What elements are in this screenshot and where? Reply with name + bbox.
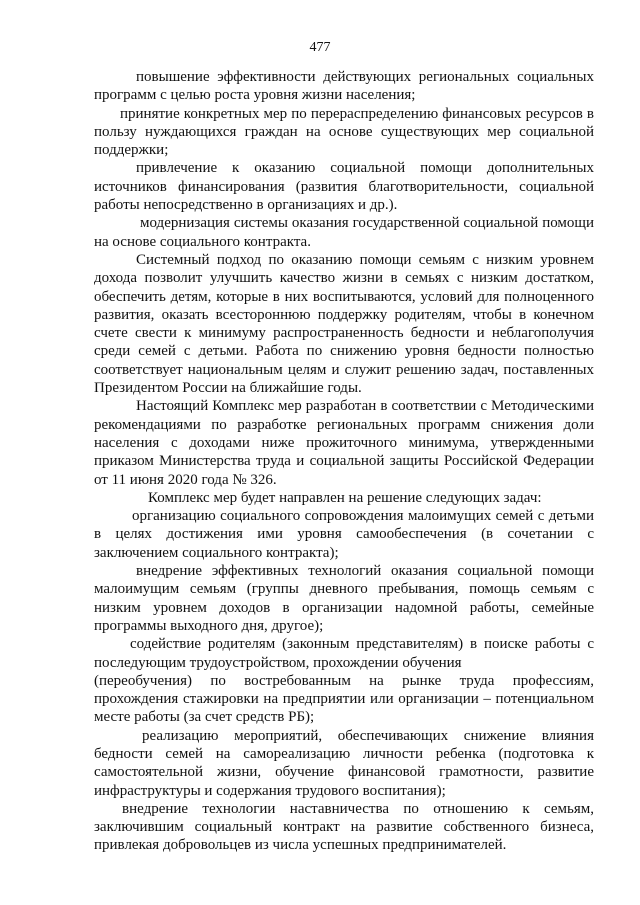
paragraph-social-support: организацию социального сопровождения малоимущих семей с детьми в целях достижения ими уровня самообеспечения (в сочетании с заключением социального контракта); xyxy=(94,508,594,561)
page-number: 477 xyxy=(309,40,331,55)
paragraph-additional-funding: привлечение к оказанию социальной помощи дополнительных источников финансирования (развития благотворительности, социальной работы непосредственно в организациях и др.). xyxy=(94,160,594,214)
paragraph-retraining: (переобучения) по востребованным на рынке труда профессиям, прохождения стажировки на предприятии или организации – потенциальном месте работы (за счет средств РБ); xyxy=(94,672,594,726)
document-body xyxy=(94,68,594,855)
paragraph-employment: содействие родителям (законным представителям) в поиске работы с последующим трудоустройством, прохождении обучения xyxy=(94,636,594,671)
paragraph-redistribution: принятие конкретных мер по перераспределению финансовых ресурсов в пользу нуждающихся граждан на основе существующих мер социальной поддержки; xyxy=(94,105,594,159)
paragraph-tasks-intro: Комплекс мер будет направлен на решение следующих задач: xyxy=(148,489,542,506)
paragraph-technologies: внедрение эффективных технологий оказания социальной помощи малоимущим семьям (группы дневного пребывания, помощь семьям с низким уровнем доходов в организации надомной работы, семейные программы выходного дня, другое); xyxy=(94,563,594,634)
paragraph-mentoring: внедрение технологии наставничества по отношению к семьям, заключившим социальный контракт на развитие собственного бизнеса, привлекая добровольцев из числа успешных предпринимателей. xyxy=(94,800,594,854)
paragraph-regional-programs: повышение эффективности действующих региональных социальных программ с целью роста уровня жизни населения; xyxy=(94,69,594,104)
paragraph-complex-basis: Настоящий Комплекс мер разработан в соответствии с Методическими рекомендациями по разработке региональных программ снижения доли населения с доходами ниже прожиточного минимума, утвержденными приказом Министерства труда и социальной защиты Российской Федерации от 11 июня 2020 года № 326. xyxy=(94,398,594,488)
paragraph-modernization: модернизация системы оказания государственной социальной помощи на основе социального контракта. xyxy=(94,215,594,250)
paragraph-system-approach: Системный подход по оказанию помощи семьям с низким уровнем дохода позволит улучшить качество жизни в семьях с низким достатком, обеспечить детям, которые в них воспитываются, условий для полноценного развития, оказать всестороннюю поддержку родителям, чтобы в конечном счете свести к минимуму распространенность бедности и неблагополучия среди семей с детьми. Работа по снижению уровня бедности полностью соответствует национальным целям и служит решению задач, поставленных Президентом России на ближайшие годы. xyxy=(94,251,594,397)
paragraph-child-development: реализацию мероприятий, обеспечивающих снижение влияния бедности семей на самореализацию личности ребенка (подготовка к самостоятельной жизни, обучение финансовой грамотности, развитие инфраструктуры и содержания трудового воспитания); xyxy=(94,727,594,799)
